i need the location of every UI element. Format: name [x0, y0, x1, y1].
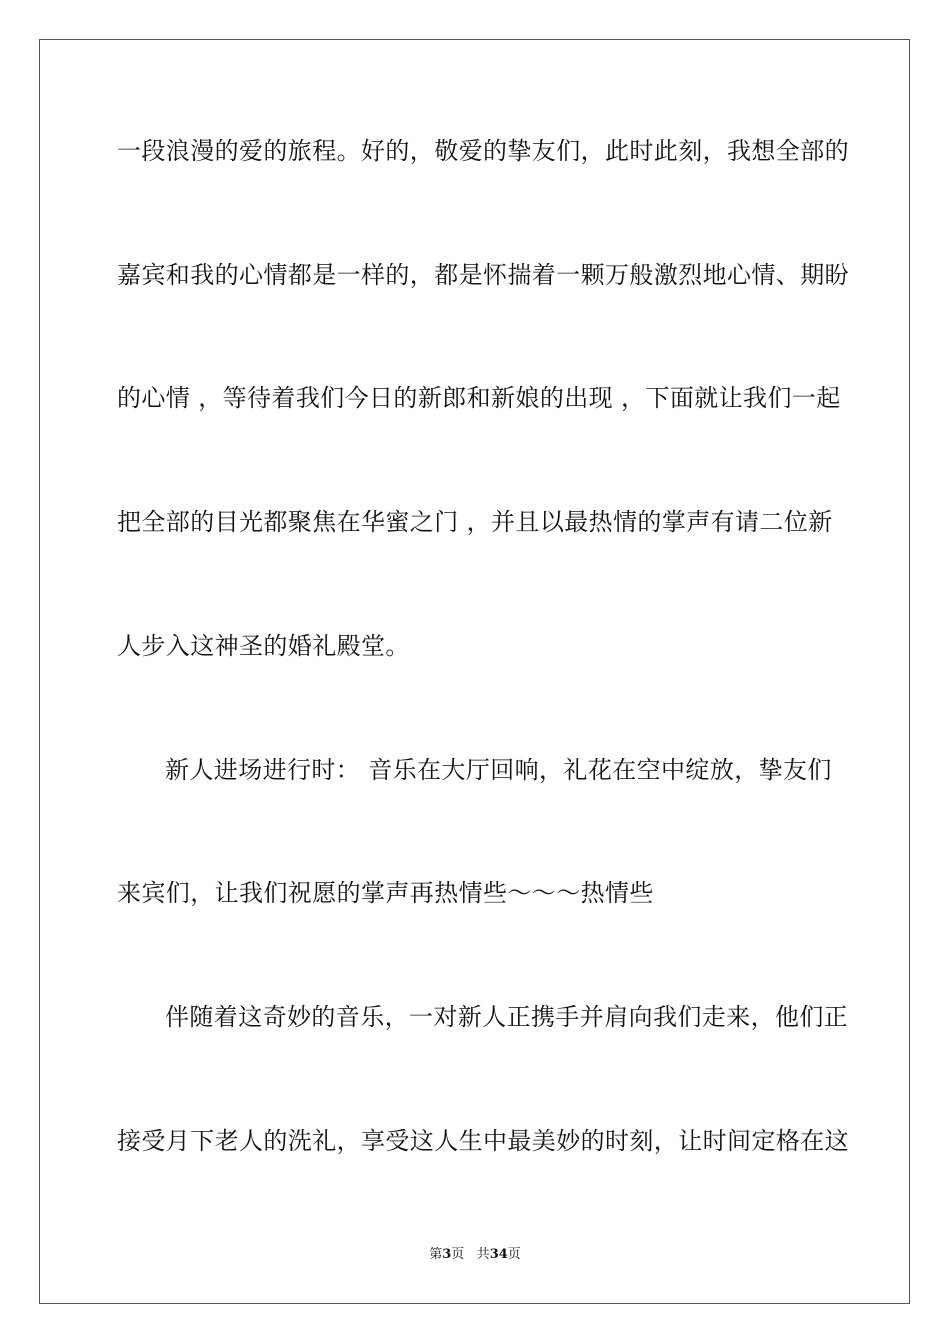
page-suffix: 页 — [451, 1247, 465, 1262]
page-number: 3 — [442, 1247, 452, 1262]
body-text-line-6: 新人进场进行时： 音乐在大厅回响，礼花在空中绽放，挚友们 — [165, 756, 832, 784]
page-footer — [0, 1247, 950, 1263]
body-text-line-9: 接受月下老人的洗礼，享受这人生中最美妙的时刻，让时间定格在这 — [117, 1127, 849, 1155]
total-prefix: 共 — [476, 1247, 490, 1262]
body-text-line-3: 的心情 ，等待着我们今日的新郎和新娘的出现 ，下面就让我们一起 — [117, 384, 841, 412]
body-text-line-5: 人步入这神圣的婚礼殿堂。 — [117, 632, 410, 660]
body-text-line-8: 伴随着这奇妙的音乐，一对新人正携手并肩向我们走来，他们正 — [165, 1003, 849, 1031]
body-text-line-7: 来宾们，让我们祝愿的掌声再热情些～～～热情些 — [117, 879, 654, 907]
page-prefix: 第 — [429, 1247, 443, 1262]
page-border — [39, 39, 910, 1304]
total-pages: 34 — [489, 1247, 508, 1262]
body-text-line-4: 把全部的目光都聚焦在华蜜之门 ，并且以最热情的掌声有请二位新 — [117, 508, 833, 536]
body-text-line-2: 嘉宾和我的心情都是一样的，都是怀揣着一颗万般激烈地心情、期盼 — [117, 261, 849, 289]
total-suffix: 页 — [507, 1247, 521, 1262]
body-text-line-1: 一段浪漫的爱的旅程。好的，敬爱的挚友们，此时此刻，我想全部的 — [117, 137, 849, 165]
